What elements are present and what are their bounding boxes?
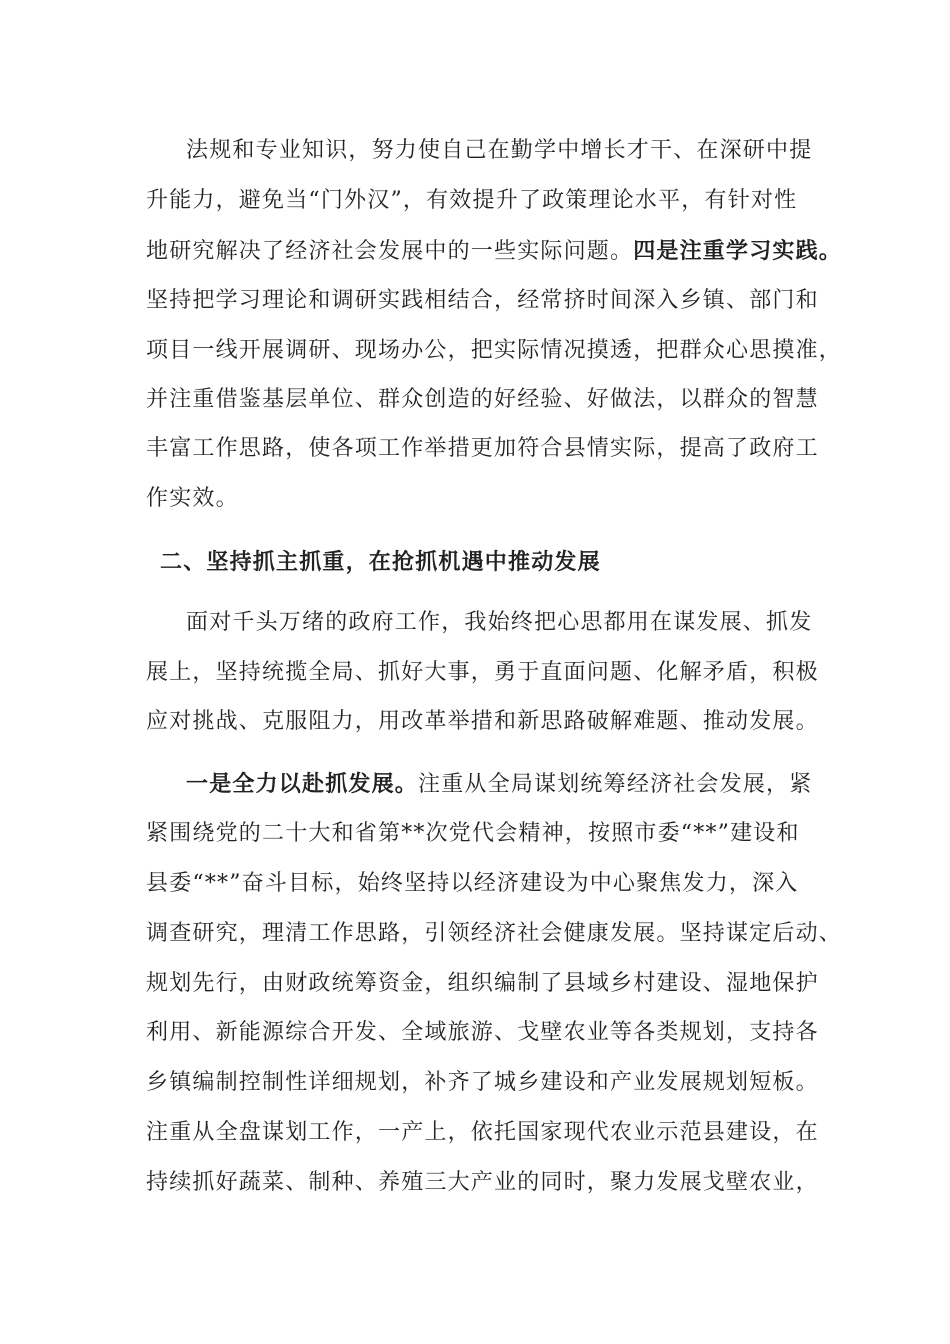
text-line: 规划先行，由财政统筹资金，组织编制了县域乡村建设、湿地保护 [146,971,819,996]
text-line: 项目一线开展调研、现场办公，把实际情况摸透，把群众心思摸准， [146,338,843,363]
text-line: 利用、新能源综合开发、全域旅游、戈壁农业等各类规划，支持各 [146,1020,819,1045]
text-line: 并注重借鉴基层单位、群众创造的好经验、好做法，以群众的智慧 [146,387,819,412]
text-line [146,236,843,267]
text-line: 调查研究，理清工作思路，引领经济社会健康发展。坚持谋定后动、 [146,921,843,946]
text-line: 应对挑战、克服阻力，用改革举措和新思路破解难题、推动发展。 [146,709,819,734]
section-heading: 二、坚持抓主抓重，在抢抓机遇中推动发展 [160,549,601,575]
text-line: 注重从全盘谋划工作，一产上，依托国家现代农业示范县建设，在 [146,1120,819,1145]
text-line: 紧围绕党的二十大和省第**次党代会精神，按照市委“**”建设和 [146,821,800,846]
text-line: 坚持把学习理论和调研实践相结合，经常挤时间深入乡镇、部门和 [146,288,819,313]
text-line: 丰富工作思路，使各项工作举措更加符合县情实际，提高了政府工 [146,436,819,461]
text-line [186,769,866,800]
text-line: 持续抓好蔬菜、制种、养殖三大产业的同时，聚力发展戈壁农业， [146,1170,819,1195]
text-line: 升能力，避免当“门外汉”，有效提升了政策理论水平，有针对性 [146,188,798,213]
text-run: 注重从全局谋划统筹经济社会发展，紧 [418,772,813,797]
text-line: 作实效。 [146,486,239,511]
text-line: 面对千头万绪的政府工作，我始终把心思都用在谋发展、抓发 [186,610,813,635]
text-line: 展上，坚持统揽全局、抓好大事，勇于直面问题、化解矛盾，积极 [146,660,819,685]
bold-lead-phrase: 一是全力以赴抓发展。 [186,771,419,797]
text-run: 地研究解决了经济社会发展中的一些实际问题。 [146,239,634,264]
bold-lead-phrase: 四是注重学习实践。 [633,238,843,264]
text-line: 县委“**”奋斗目标，始终坚持以经济建设为中心聚焦发力，深入 [146,871,799,896]
text-line: 乡镇编制控制性详细规划，补齐了城乡建设和产业发展规划短板。 [146,1070,819,1095]
text-line: 法规和专业知识，努力使自己在勤学中增长才干、在深研中提 [186,138,813,163]
